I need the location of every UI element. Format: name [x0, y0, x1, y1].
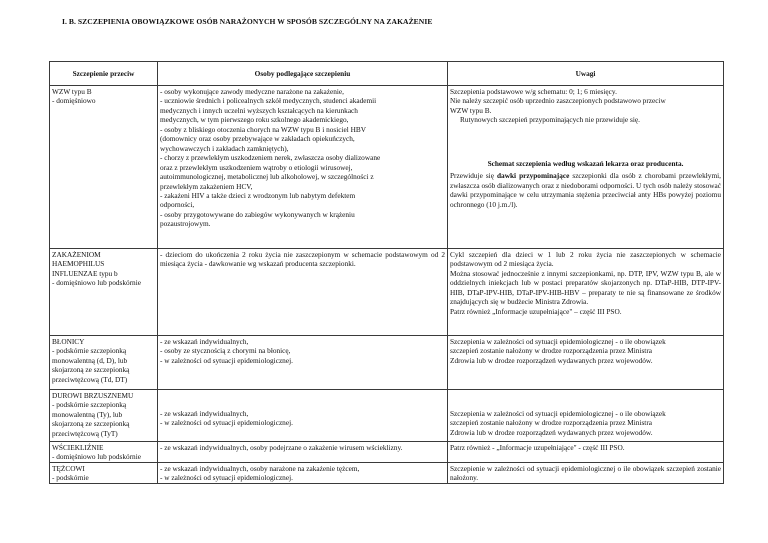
- notes-cell: Patrz również - „Informacje uzupełniające" - część III PSO.: [448, 442, 724, 463]
- cell-line: - w zależności od sytuacji epidemiologicznej.: [160, 355, 293, 365]
- cell-line: - chorzy z przewlekłym uszkodzeniem nerek, zwłaszcza osoby dializowane: [160, 153, 381, 163]
- column-header: Osoby podlegające szczepieniu: [158, 62, 448, 86]
- scheme-intro: Przewiduje się: [450, 171, 494, 181]
- disease-cell: [50, 442, 158, 463]
- scheme-emphasis: dawki przypominające: [496, 171, 570, 181]
- cell-line: przewlekłym zakażeniem HCV,: [160, 181, 253, 191]
- cell-line: skojarzoną ze szczepionką: [52, 365, 130, 375]
- cell-line: oraz z przewlekłym uszkodzeniem wątroby o etiologii wirusowej,: [160, 162, 353, 172]
- cell-line: WŚCIEKLIŹNIE: [52, 443, 104, 452]
- cell-line: BŁONICY: [52, 337, 85, 346]
- cell-line: - podskórnie: [52, 473, 89, 483]
- cell-line: Nie należy szczepić osób uprzednio zaszczepionych podstawowo przeciw: [450, 96, 666, 106]
- cell-line: ZAKAŻENIOM: [52, 250, 101, 259]
- cell-line: szczepień zostanie nałożony w drodze rozporządzenia przez Ministra: [450, 418, 652, 428]
- disease-cell: [50, 249, 158, 336]
- notes-cell: [448, 336, 724, 390]
- cell-line: odporności,: [160, 200, 195, 210]
- table-row: [50, 336, 724, 390]
- table-row: [50, 390, 724, 442]
- table-header-row: [50, 62, 724, 86]
- notes-paragraph: Patrz również „Informacje uzupełniające" – część III PSO.: [450, 306, 622, 316]
- vaccination-table: [49, 61, 724, 484]
- disease-cell: [50, 336, 158, 390]
- persons-cell: - ze wskazań indywidualnych, osoby podejrzane o zakażenie wirusem wścieklizny.: [158, 442, 448, 463]
- table-row: [50, 442, 724, 463]
- cell-line: - osoby przygotowywane do zabiegów wykonywanych w krążeniu: [160, 209, 355, 219]
- cell-line: - osoby wykonujące zawody medyczne narażone na zakażenie,: [160, 87, 344, 96]
- cell-line: - ze wskazań indywidualnych, osoby narażone na zakażenie tężcem,: [160, 464, 360, 473]
- cell-line: skojarzoną ze szczepionką: [52, 419, 130, 429]
- cell-line: - podskórnie szczepionką: [52, 400, 127, 410]
- cell-line: - zakażeni HIV a także dzieci z wrodzonym lub nabytym defektem: [160, 190, 356, 200]
- cell-line: - ze wskazań indywidualnych,: [160, 337, 249, 346]
- cell-line: INFLUENZAE typu b: [52, 268, 118, 278]
- notes-cell: [448, 86, 724, 249]
- persons-cell: [158, 336, 448, 390]
- disease-cell: [50, 463, 158, 484]
- cell-line: - uczniowie średnich i policealnych szkół medycznych, studenci akademii: [160, 96, 377, 106]
- cell-line: medycznych, w tym pierwszego roku szkolnego akademickiego,: [160, 115, 349, 125]
- notes-paragraph: Cykl szczepień dla dzieci w 1 lub 2 roku życia nie zaszczepionych w schemacie podstawowym od 2 miesiąca życia.: [450, 250, 721, 269]
- cell-line: przeciwtężcową (Td, DT): [52, 374, 128, 384]
- notes-cell: Szczepienie w zależności od sytuacji epidemiologicznej o ile obowiązek szczepień zostanie nałożony.: [448, 463, 724, 484]
- cell-line: HAEMOPHILUS: [52, 259, 105, 269]
- scheme-paragraph: [450, 171, 721, 209]
- cell-line: Zdrowia lub w drodze rozporządzeń wydawanych przez wojewodów.: [450, 355, 653, 365]
- cell-line: WZW typu B: [52, 87, 92, 96]
- persons-cell: [158, 463, 448, 484]
- cell-line: DUROWI BRZUSZNEMU: [52, 391, 134, 400]
- scheme-title: Schemat szczepienia według wskazań lekarza oraz producenta.: [487, 158, 684, 168]
- scheme-text: szczepionki dla osób z chorobami przewlekłymi, zwłaszcza osób dializowanych oraz z niedoborami odporności. U tych osób należy stosować dawki przypominające w celu utrzymania stężenia przeciwciał anty HBs powyżej poziomu ochronnego (10 j.m./l).: [450, 171, 721, 209]
- cell-line: autoimmunologicznej, metabolicznej lub alkoholowej, w szczególności z: [160, 172, 374, 182]
- cell-line: monowalentną (d, D), lub: [52, 355, 128, 365]
- persons-cell: [158, 390, 448, 442]
- cell-line: Szczepienia w zależności od sytuacji epidemiologicznej - o ile obowiązek: [450, 409, 666, 418]
- cell-line: (domownicy oraz osoby przebywające w zakładach opiekuńczych,: [160, 134, 355, 144]
- cell-line: WZW typu B.: [450, 105, 492, 115]
- cell-line: pozaustrojowym.: [160, 219, 211, 229]
- notes-cell: [448, 249, 724, 336]
- cell-line: - w zależności od sytuacji epidemiologicznej.: [160, 473, 293, 483]
- cell-line: - domięśniowo: [52, 96, 96, 106]
- notes-cell: [448, 390, 724, 442]
- cell-line: - w zależności od sytuacji epidemiologicznej.: [160, 418, 293, 428]
- cell-line: Szczepienia w zależności od sytuacji epidemiologicznej - o ile obowiązek: [450, 337, 666, 346]
- cell-line: - ze wskazań indywidualnych,: [160, 409, 249, 418]
- disease-cell: [50, 390, 158, 442]
- cell-line: monowalentną (Ty), lub: [52, 409, 123, 419]
- disease-cell: [50, 86, 158, 249]
- cell-line: - podskórnie szczepionką: [52, 346, 127, 356]
- cell-line: wychowawczych i zakładach zamkniętych),: [160, 143, 289, 153]
- table-row: [50, 86, 724, 249]
- cell-line: - domięśniowo lub podskórnie: [52, 452, 141, 462]
- cell-line: szczepień zostanie nałożony w drodze rozporządzenia przez Ministra: [450, 346, 652, 356]
- table-row: [50, 249, 724, 336]
- cell-line: - domięśniowo lub podskórnie: [52, 278, 141, 288]
- persons-cell: [158, 86, 448, 249]
- cell-line: Zdrowia lub w drodze rozporządzeń wydawanych przez wojewodów.: [450, 427, 653, 437]
- cell-line: medycznych i innych uczelni wyższych kształcących na kierunkach: [160, 105, 358, 115]
- table-row: [50, 463, 724, 484]
- cell-line: Szczepienia podstawowe w/g schematu: 0; 1; 6 miesięcy.: [450, 87, 617, 96]
- notes-paragraph: Można stosować jednocześnie z innymi szczepionkami, np. DTP, IPV, WZW typu B, ale w oddzielnych iniekcjach lub w postaci preparatów skojarzonych np. DTaP-HIB, DTP-IPV-HIB, DTaP-IPV-HIB, DTaP-IPV-HIB-HBV – preparaty te nie są finansowane ze środków znajdujących się w budżecie Ministra Zdrowia.: [450, 268, 721, 307]
- cell-line: przeciwtężcową (TyT): [52, 428, 118, 438]
- column-header: Szczepienie przeciw: [50, 62, 158, 86]
- cell-line: Rutynowych szczepień przypominających nie przewiduje się.: [460, 115, 640, 125]
- cell-line: TĘŻCOWI: [52, 464, 85, 473]
- page-heading: I. B. SZCZEPIENIA OBOWIĄZKOWE OSÓB NARAŻONYCH W SPOSÓB SZCZEGÓLNY NA ZAKAŻENIE: [62, 17, 433, 26]
- cell-line: - osoby ze stycznością z chorymi na błonicę,: [160, 346, 291, 356]
- persons-cell: - dzieciom do ukończenia 2 roku życia nie zaszczepionym w schemacie podstawowym od 2 miesiąca życia - dawkowanie wg wskazań producenta szczepionki.: [158, 249, 448, 336]
- cell-line: - osoby z bliskiego otoczenia chorych na WZW typu B i nosiciel HBV: [160, 124, 367, 134]
- column-header: Uwagi: [448, 62, 724, 86]
